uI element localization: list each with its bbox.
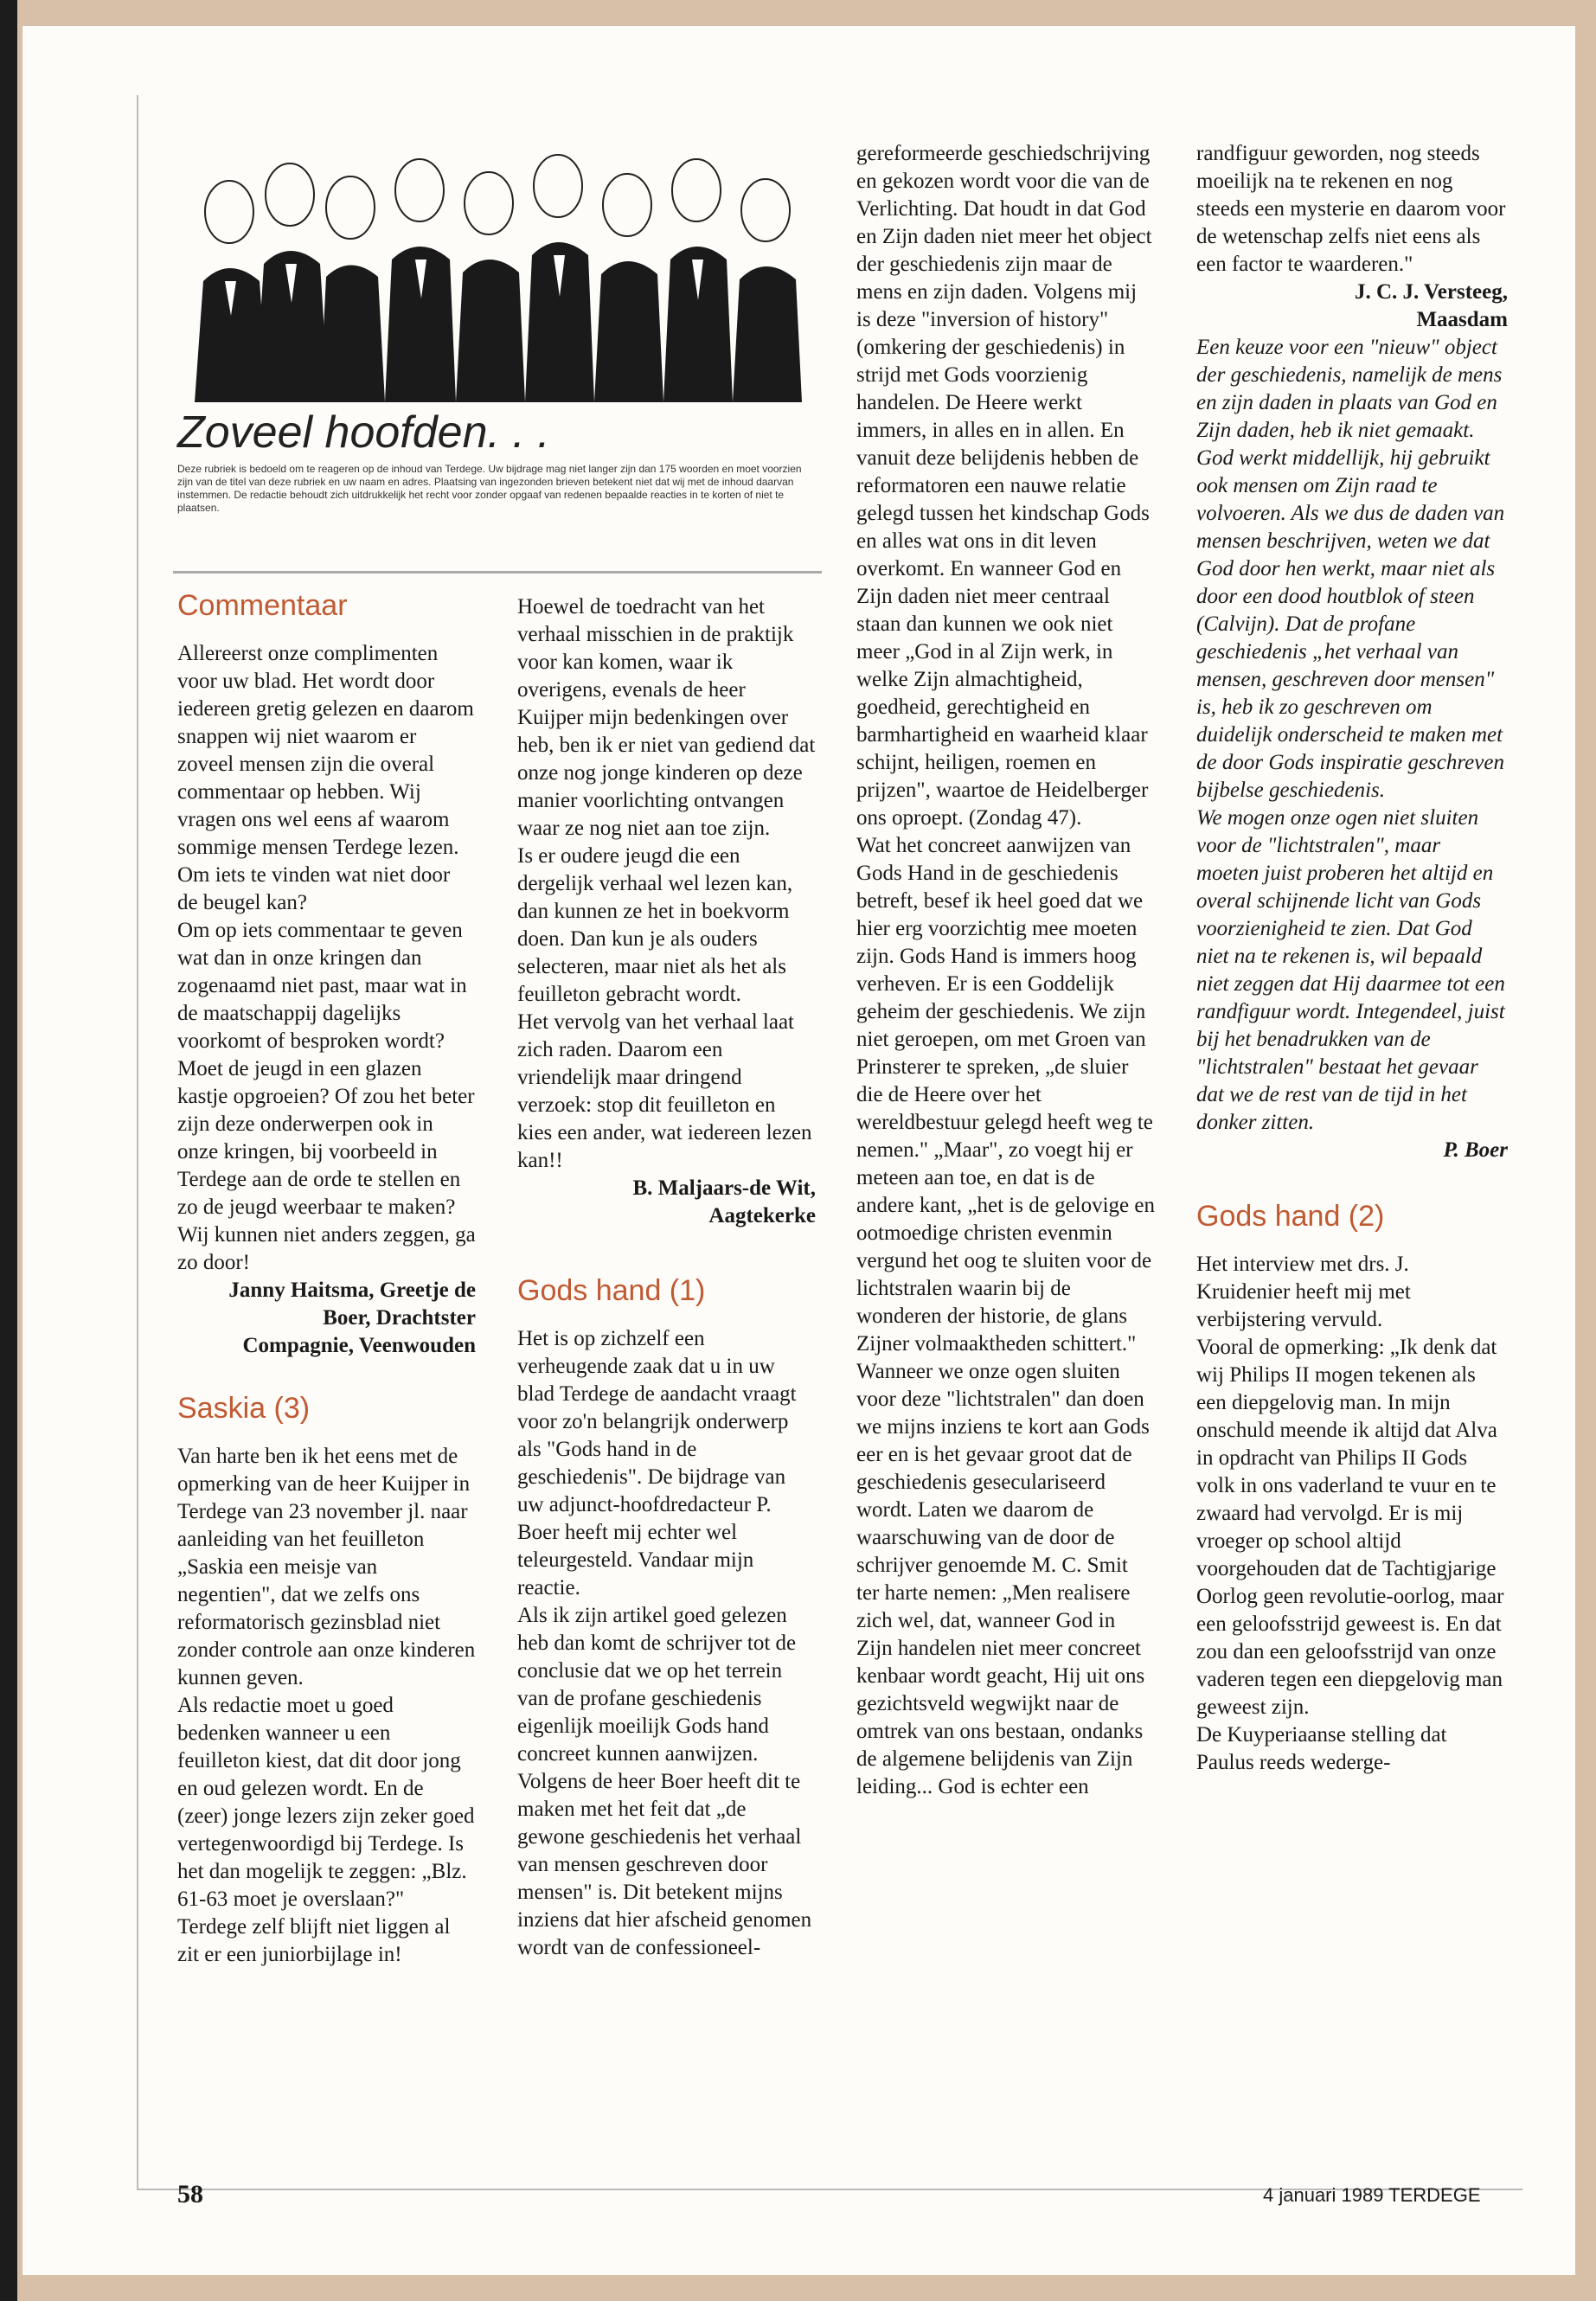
- paragraph: Is er oudere jeugd die een dergelijk verhaal wel lezen kan, dan kunnen ze het in boekvorm doen. Dan kun je als ouders selecteren, maar niet als het als feuilleton gebracht wordt.: [517, 844, 793, 1006]
- signature-line: J. C. J. Versteeg,: [1354, 280, 1508, 304]
- signature-line: Compagnie, Veenwouden: [242, 1334, 476, 1357]
- paragraph: Als ik zijn artikel goed gelezen heb dan komt de schrijver tot de conclusie dat we op het terrein van de profane geschiedenis eigenlijk moeilijk Gods hand concreet kunnen aanwijzen. Volgens de heer Boer heeft dit te maken met het feit dat „de gewone geschiedenis het verhaal van mensen geschreven door mensen" is. Dit betekent mijns inziens dat hier afscheid genomen wordt van de confessioneel-: [517, 1604, 812, 1959]
- editor-reply: Een keuze voor een "nieuw" object der geschiedenis, namelijk de mens en zijn daden in plaats van God en Zijn daden, heb ik niet gemaakt. God werkt middellijk, hij gebruikt ook mensen om Zijn raad te volvoeren. Als we dus de daden van mensen beschrijven, weten we dat God door hen werkt, maar niet als door een dood houtblok of steen (Calvijn). Dat de profane geschiedenis „het verhaal van mensen, geschreven door mensen" is, heb ik zo geschreven om duidelijk onderscheid te maken met de door Gods inspiratie geschreven bijbelse geschiedenis.: [1196, 336, 1505, 802]
- paragraph: Allereerst onze complimenten voor uw blad. Het wordt door iedereen gretig gelezen en daarom snappen wij niet waarom er zoveel mensen zijn die overal commentaar op hebben. Wij vragen ons wel eens af waarom sommige mensen Terdege lezen. Om iets te vinden wat niet door de beugel kan?: [177, 642, 474, 914]
- column-2: [517, 593, 816, 1962]
- heading-saskia: Saskia (3): [177, 1392, 311, 1425]
- heading-gods-hand-2: Gods hand (2): [1196, 1200, 1385, 1233]
- paragraph: De Kuyperiaanse stelling dat Paulus reeds wederge-: [1196, 1723, 1447, 1774]
- reply-signature: P. Boer: [1443, 1138, 1508, 1162]
- page-number: 58: [177, 2180, 203, 2208]
- rubric-intro: Deze rubriek is bedoeld om te reageren op de inhoud van Terdege. Uw bijdrage mag niet langer zijn dan 175 woorden en moet voorzien zijn van de titel van deze rubriek en uw naam en adres. Plaatsing van ingezonden brieven betekent niet dat wij met de inhoud daarvan instemmen. De redactie behoudt zich uitdrukkelijk het recht voor zonder opgaaf van redenen bepaalde reacties in te korten of niet te plaatsen.: [177, 463, 802, 514]
- editor-reply: We mogen onze ogen niet sluiten voor de "lichtstralen", maar moeten juist proberen het altijd en overal schijnende licht van Gods voorzienigheid te zien. Dat God niet na te rekenen is, wil bepaald niet zeggen dat Hij daarmee tot een randfiguur wordt. Integendeel, juist bij het benadrukken van de "lichtstralen" bestaat het gevaar dat we de rest van de tijd in het donker zitten.: [1196, 806, 1505, 1134]
- paragraph: Het is op zichzelf een verheugende zaak dat u in uw blad Terdege de aandacht vraagt voor zo'n belangrijk onderwerp als "Gods hand in de geschiedenis". De bijdrage van uw adjunct-hoofdredacteur P. Boer heeft mij echter wel teleurgesteld. Vandaar mijn reactie.: [517, 1327, 797, 1599]
- signature-line: Maasdam: [1416, 308, 1508, 331]
- paragraph: Als redactie moet u goed bedenken wanneer u een feuilleton kiest, dat dit door jong en oud gelezen wordt. En de (zeer) jonge lezers zijn zeker goed vertegenwoordigd bij Terdege. Is het dan mogelijk te zeggen: „Blz. 61-63 moet je overslaan?" Terdege zelf blijft niet liggen al zit er een juniorbijlage in!: [177, 1694, 475, 1966]
- heading-commentaar: Commentaar: [177, 589, 348, 622]
- signature-line: Janny Haitsma, Greetje de: [228, 1279, 476, 1302]
- signature-line: Aagtekerke: [708, 1204, 816, 1227]
- column-1: [177, 588, 476, 1969]
- signature-line: Boer, Drachtster: [323, 1306, 476, 1330]
- paragraph: Om op iets commentaar te geven wat dan in onze kringen dan zogenaamd niet past, maar wat in de maatschappij dagelijks voorkomt of besproken wordt?: [177, 919, 467, 1053]
- heading-gods-hand-1: Gods hand (1): [517, 1274, 706, 1307]
- paragraph: randfiguur geworden, nog steeds moeilijk na te rekenen en nog steeds een mysterie en daarom voor de wetenschap zelfs niet eens als een factor te waarderen.": [1196, 142, 1506, 276]
- column-4: [1196, 140, 1508, 1777]
- paragraph: Wat het concreet aanwijzen van Gods Hand in de geschiedenis betreft, besef ik heel goed dat we hier erg voorzichtig mee moeten zijn. Gods Hand is immers hoog verheven. Er is een Goddelijk geheim der geschiedenis. We zijn niet geroepen, om met Groen van Prinsterer te spreken, „de sluier die de Heere over het wereldbestuur gelegd heeft weg te nemen." „Maar", zo voegt hij er meteen aan toe, en dat is de andere kant, „het is de gelovige en ootmoedige christen evenmin vergund het oog te sluiten voor de lichtstralen waarin bij de wonderen der historie, de glans Zijner volmaaktheden schittert." Wanneer we onze ogen sluiten voor deze "lichtstralen" dan doen we mijns inziens te kort aan Gods eer en is het gevaar groot dat de geschiedenis geseculariseerd wordt. Laten we daarom de waarschuwing van de door de schrijver genoemde M. C. Smit ter harte nemen: „Men realisere zich wel, dat, wanneer God in Zijn handelen niet meer concreet kenbaar wordt geacht, Hij uit ons gezichtsveld wegwijkt naar de omtrek van ons bestaan, ondanks de algemene belijdenis van Zijn leiding... God is echter een: [856, 834, 1155, 1798]
- paragraph: Moet de jeugd in een glazen kastje opgroeien? Of zou het beter zijn deze onderwerpen ook in onze kringen, bij voorbeeld in Terdege aan de orde te stellen en zo de jeugd weerbaar te maken? Wij kunnen niet anders zeggen, ga zo door!: [177, 1057, 476, 1274]
- rubric-title: Zoveel hoofden. . .: [177, 407, 550, 458]
- scan-edge: [0, 0, 17, 2301]
- heads-illustration: [177, 143, 817, 402]
- title-rule: [173, 571, 822, 574]
- paragraph: Hoewel de toedracht van het verhaal misschien in de praktijk voor kan komen, waar ik overigens, evenals de heer Kuijper mijn bedenkingen over heb, ben ik er niet van gediend dat onze nog jonge kinderen op deze manier voorlichting ontvangen waar ze nog niet aan toe zijn.: [517, 595, 816, 840]
- paragraph: Het vervolg van het verhaal laat zich raden. Daarom een vriendelijk maar dringend verzoek: stop dit feuilleton en kies een ander, wat iedereen lezen kan!!: [517, 1010, 812, 1172]
- column-3: [856, 140, 1155, 1801]
- signature-line: B. Maljaars-de Wit,: [632, 1176, 816, 1200]
- paragraph: Vooral de opmerking: „Ik denk dat wij Philips II mogen tekenen als een diepgelovig man. In mijn onschuld meende ik altijd dat Alva in opdracht van Philips II Gods volk in ons vaderland te vuur en te zwaard had vervolgd. Er is mij vroeger op school altijd voorgehouden dat de Tachtigjarige Oorlog geen revolutie-oorlog, maar een geloofsstrijd geweest is. En dat zou dan een geloofsstrijd van onze vaderen tegen een diepgelovig man geweest zijn.: [1196, 1336, 1504, 1719]
- paragraph: gereformeerde geschiedschrijving en gekozen wordt voor die van de Verlichting. Dat houdt in dat God en Zijn daden niet meer het object der geschiedenis zijn maar de mens en zijn daden. Volgens mij is deze "inversion of history" (omkering der geschiedenis) in strijd met Gods voorzienig handelen. De Heere werkt immers, in alles en in allen. En vanuit deze belijdenis hebben de reformatoren een nauwe relatie gelegd tussen het kindschap Gods en alles wat ons in dit leven overkomt. En wanneer God en Zijn daden niet meer centraal staan dan kunnen we ook niet meer „God in al Zijn werk, in welke Zijn almachtigheid, goedheid, gerechtigheid en barmhartigheid en waarheid klaar schijnt, heiligen, roemen en prijzen", waartoe de Heidelberger ons oproept. (Zondag 47).: [856, 142, 1152, 830]
- issue-date: 4 januari 1989 TERDEGE: [1263, 2184, 1481, 2206]
- paragraph: Het interview met drs. J. Kruidenier heeft mij met verbijstering vervuld.: [1196, 1253, 1411, 1331]
- paragraph: Van harte ben ik het eens met de opmerking van de heer Kuijper in Terdege van 23 november jl. naar aanleiding van het feuilleton „Saskia een meisje van negentien", dat we zelfs ons reformatorisch gezinsblad niet zonder controle aan onze kinderen kunnen geven.: [177, 1445, 476, 1689]
